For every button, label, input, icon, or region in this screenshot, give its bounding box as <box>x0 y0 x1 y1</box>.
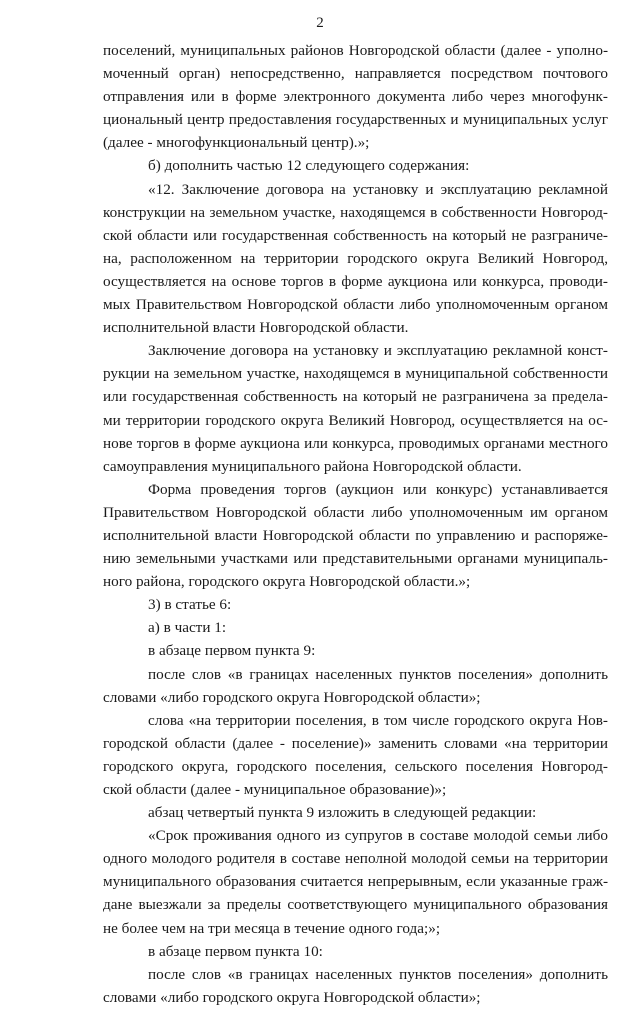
text-line: словами «либо городского округа Новгородской области»; <box>103 688 481 706</box>
text-line: муниципального образования считается непрерывным, если указанные граж- <box>103 873 608 891</box>
text-line: ской области или государственная собственность на который не разграниче- <box>103 226 608 244</box>
text-line: циональный центр предоставления государственных и муниципальных услуг <box>103 111 608 129</box>
text-line: исполнительной власти Новгородской области по управлению и распоряже- <box>103 526 608 544</box>
text-line: нию земельными участками или представительными органами муниципаль- <box>103 550 608 568</box>
text-line: «Срок проживания одного из супругов в составе молодой семьи либо <box>148 827 608 845</box>
text-line: осуществляется на основе торгов в форме аукциона или конкурса, проводи- <box>103 272 608 290</box>
text-line: не более чем на три месяца в течение одного года;»; <box>103 919 441 937</box>
text-line: (далее - многофункциональный центр).»; <box>103 134 370 152</box>
text-line: «12. Заключение договора на установку и эксплуатацию рекламной <box>148 180 608 198</box>
text-line: словами «либо городского округа Новгородской области»; <box>103 988 481 1006</box>
text-line: самоуправления муниципального района Новгородской области. <box>103 457 522 475</box>
text-line: или государственная собственность на который не разграничена за предела- <box>103 388 608 406</box>
text-line: ми территории городского округа Великий Новгород, осуществляется на ос- <box>103 411 608 429</box>
text-line: городского округа, городского поселения, сельского поселения Новгород- <box>103 757 608 775</box>
text-line: а) в части 1: <box>148 619 227 637</box>
text-line: одного молодого родителя в составе неполной молодой семьи на территории <box>103 850 608 868</box>
text-line: б) дополнить частью 12 следующего содержания: <box>148 157 470 175</box>
text-line: Заключение договора на установку и эксплуатацию рекламной конст- <box>148 342 608 360</box>
text-line: ской области (далее - муниципальное образование)»; <box>103 781 447 798</box>
text-line: после слов «в границах населенных пунктов поселения» дополнить <box>148 965 608 983</box>
text-line: Форма проведения торгов (аукцион или конкурс) устанавливается <box>148 480 608 498</box>
text-line: городской области (далее - поселение)» заменить словами «на территории <box>103 734 608 752</box>
text-line: конструкции на земельном участке, находящемся в собственности Новгород- <box>103 203 608 221</box>
text-line: в абзаце первом пункта 9: <box>148 642 316 660</box>
text-line: рукции на земельном участке, находящемся в муниципальной собственности <box>103 365 608 383</box>
text-line: мых Правительством Новгородской области либо уполномоченным органом <box>103 296 608 314</box>
text-line: моченный орган) непосредственно, направляется посредством почтового <box>103 65 608 83</box>
text-line: на, расположенном на территории городского округа Великий Новгород, <box>103 249 608 267</box>
text-line: абзац четвертый пункта 9 изложить в следующей редакции: <box>148 804 537 822</box>
text-line: после слов «в границах населенных пунктов поселения» дополнить <box>148 665 608 683</box>
document-body <box>103 39 608 1009</box>
text-line: в абзаце первом пункта 10: <box>148 942 323 960</box>
text-line: нове торгов в форме аукциона или конкурса, проводимых органами местного <box>103 434 608 452</box>
text-line: ного района, городского округа Новгородской области.»; <box>103 573 471 591</box>
text-line: исполнительной власти Новгородской области. <box>103 319 409 337</box>
text-line: поселений, муниципальных районов Новгородской области (далее - уполно- <box>103 42 608 59</box>
text-line: отправления или в форме электронного документа либо через многофунк- <box>103 88 608 106</box>
page-number: 2 <box>316 15 324 31</box>
text-line: дане выезжали за пределы соответствующего муниципального образования <box>103 896 608 914</box>
text-line: Правительством Новгородской области либо уполномоченным им органом <box>103 503 608 521</box>
text-line: 3) в статье 6: <box>148 596 232 614</box>
text-line: слова «на территории поселения, в том числе городского округа Нов- <box>148 711 608 729</box>
